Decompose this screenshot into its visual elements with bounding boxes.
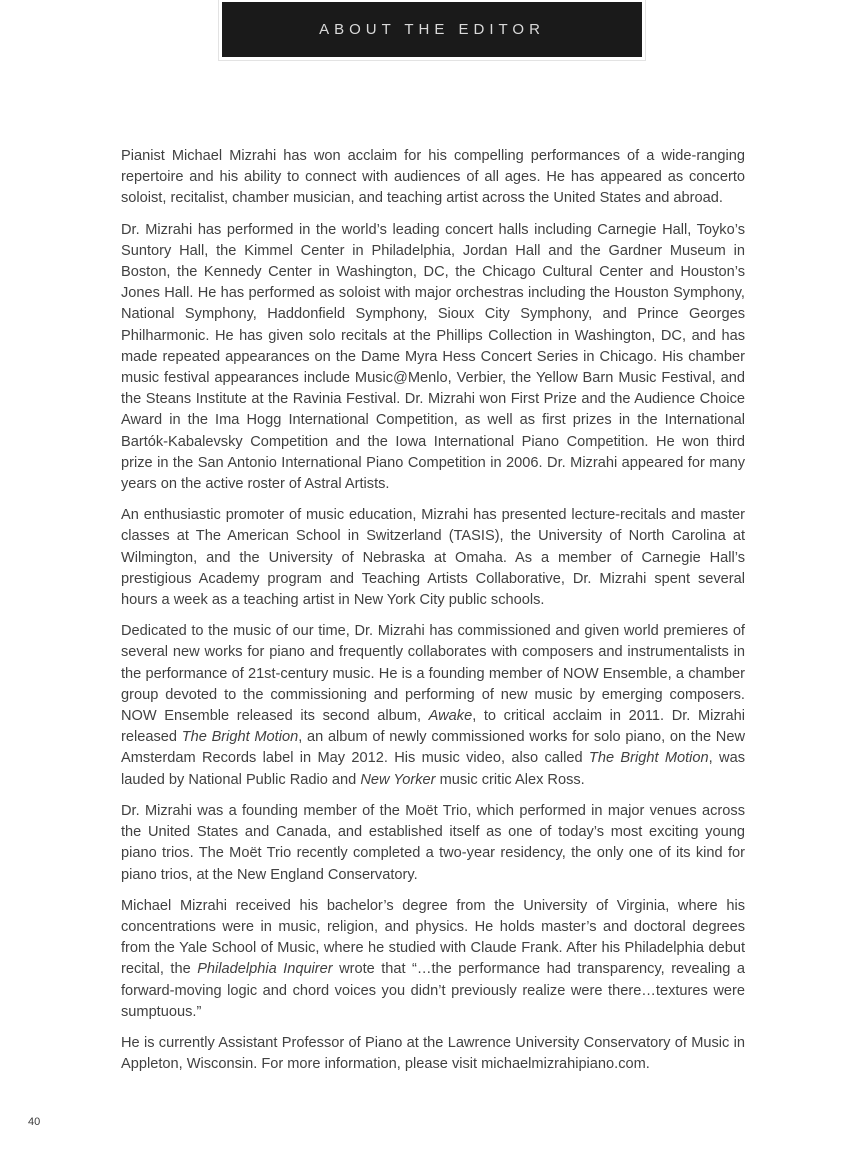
page-title: ABOUT THE EDITOR — [319, 21, 545, 38]
bio-paragraph: An enthusiastic promoter of music education, Mizrahi has presented lecture-recitals and master classes at The American School in Switzerland (TASIS), the University of North Carolina at Wilmington, and the University of Nebraska at Omaha. As a member of Carnegie Hall’s prestigious Academy program and Teaching Artists Collaborative, Dr. Mizrahi spent several hours a week as a teaching artist in New York City public schools. — [121, 507, 745, 609]
bio-paragraph: Michael Mizrahi received his bachelor’s degree from the University of Virginia, where his concentrations were in music, religion, and physics. He holds master’s and doctoral degrees from the Yale School of Music, where he studied with Claude Frank. After his Philadelphia debut recital, the Philadelphia Inquirer wrote that “…the performance had transparency, revealing a forward-moving logic and chord voices you didn’t previously realize were there…textures were sumptuous.” — [121, 897, 745, 1020]
section-header-banner — [222, 2, 642, 57]
biography-text — [121, 146, 745, 1085]
bio-paragraph: Pianist Michael Mizrahi has won acclaim for his compelling performances of a wide-ranging repertoire and his ability to connect with audiences of all ages. He has appeared as concerto soloist, recitalist, chamber musician, and teaching artist across the United States and abroad. — [121, 148, 745, 207]
bio-paragraph: Dr. Mizrahi has performed in the world’s leading concert halls including Carnegie Hall, Toyko’s Suntory Hall, the Kimmel Center in Philadelphia, Jordan Hall and the Gardner Museum in Boston, the Kennedy Center in Washington, DC, the Chicago Cultural Center and Houston’s Jones Hall. He has performed as soloist with major orchestras including the Houston Symphony, National Symphony, Haddonfield Symphony, Sioux City Symphony, and Prince Georges Philharmonic. He has given solo recitals at the Phillips Collection in Washington, DC, and has made repeated appearances on the Dame Myra Hess Concert Series in Chicago. His chamber music festival appearances include Music@Menlo, Verbier, the Yellow Barn Music Festival, and the Steans Institute at the Ravinia Festival. Dr. Mizrahi won First Prize and the Audience Choice Award in the Ima Hogg International Competition, as well as first prizes in the International Bartók-Kabalevsky Competition and the Iowa International Piano Competition. He won third prize in the San Antonio International Piano Competition in 2006. Dr. Mizrahi appeared for many years on the active roster of Astral Artists. — [121, 221, 745, 493]
bio-paragraph: Dedicated to the music of our time, Dr. Mizrahi has commissioned and given world premieres of several new works for piano and frequently collaborates with composers and instrumentalists in the performance of 21st-century music. He is a founding member of NOW Ensemble, a chamber group devoted to the commissioning and performing of new music by emerging composers. NOW Ensemble released its second album, Awake, to critical acclaim in 2011. Dr. Mizrahi released The Bright Motion, an album of newly commissioned works for solo piano, on the New Amsterdam Records label in May 2012. His music video, also called The Bright Motion, was lauded by National Public Radio and New Yorker music critic Alex Ross. — [121, 623, 746, 788]
bio-paragraph: Dr. Mizrahi was a founding member of the Moët Trio, which performed in major venues across the United States and Canada, and established itself as one of today’s most exciting young piano trios. The Moët Trio recently completed a two-year residency, the only one of its kind for piano trios, at the New England Conservatory. — [121, 802, 745, 883]
page-number: 40 — [28, 1116, 41, 1128]
bio-paragraph: He is currently Assistant Professor of Piano at the Lawrence University Conservatory of Music in Appleton, Wisconsin. For more information, please visit michaelmizrahipiano.com. — [121, 1034, 745, 1073]
